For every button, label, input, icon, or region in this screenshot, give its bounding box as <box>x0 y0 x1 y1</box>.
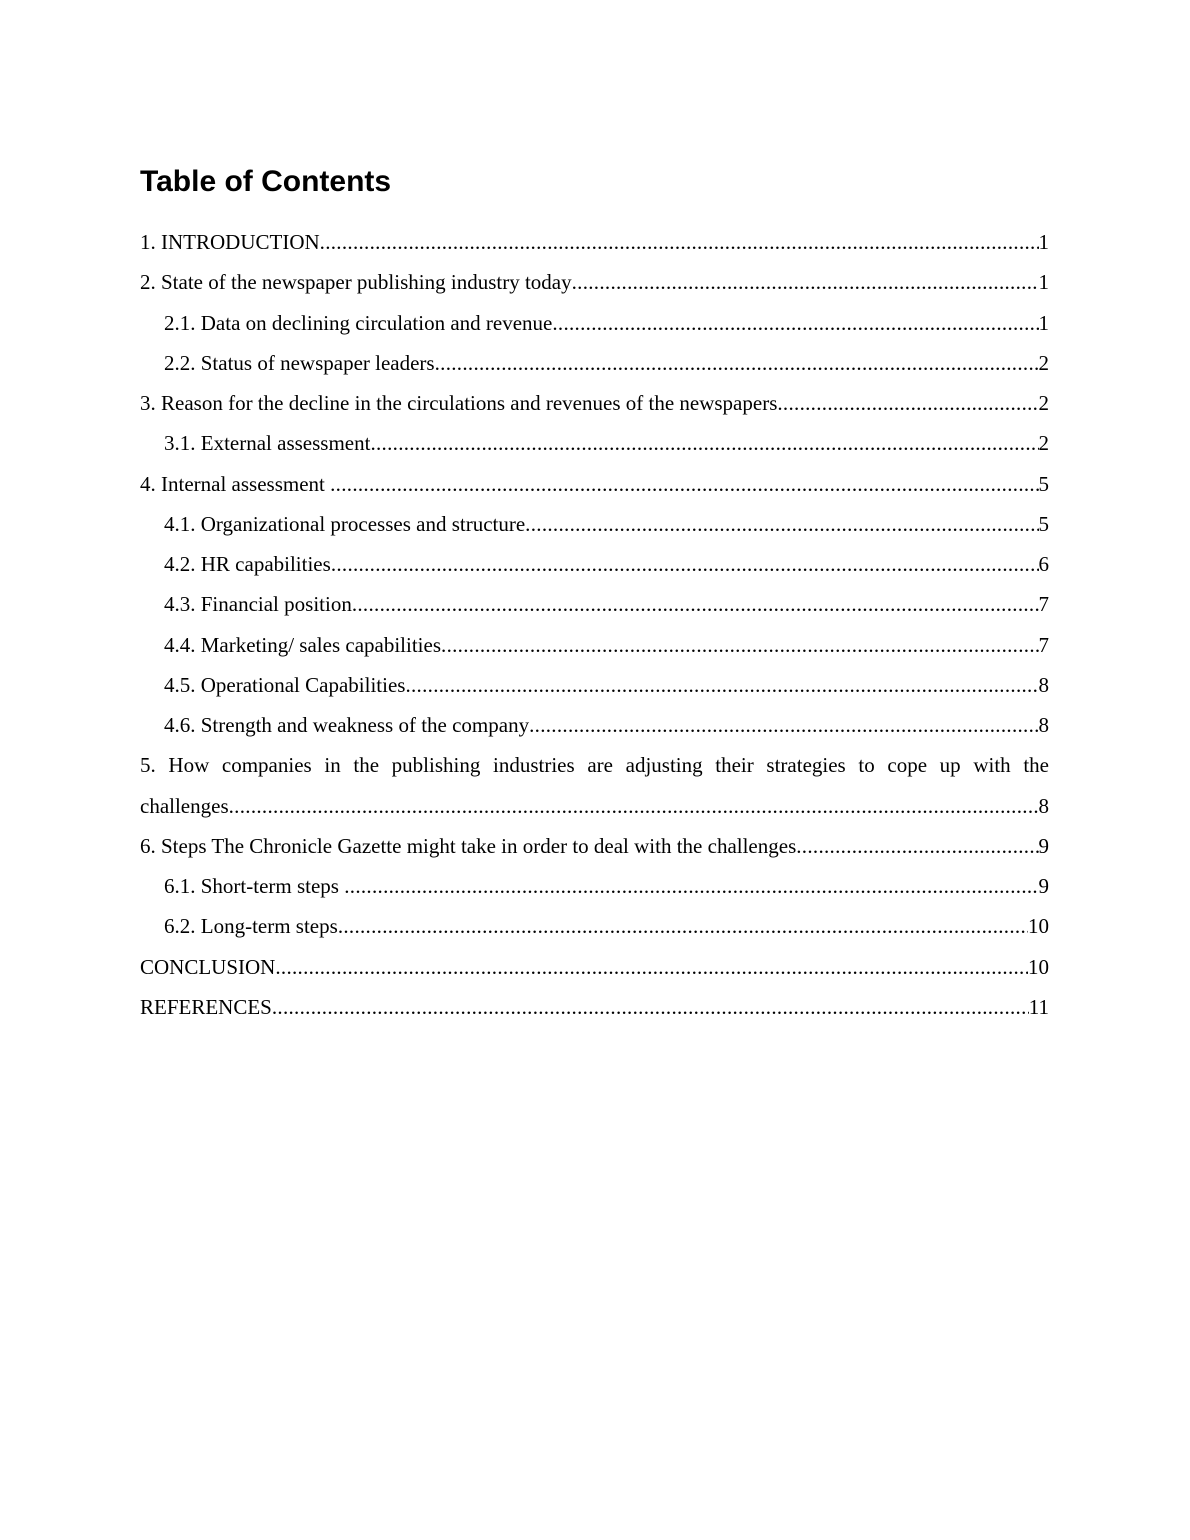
toc-entry-organizational-processes[interactable] <box>140 504 1049 544</box>
toc-entry-label: CONCLUSION <box>140 954 276 979</box>
toc-entry-references[interactable] <box>140 987 1049 1027</box>
toc-entry-label: 4.3. Financial position <box>164 592 352 617</box>
toc-entry-label: 5. How companies in the publishing industries are adjusting their strategies to cope up with the <box>140 753 1049 778</box>
dot-leader <box>529 705 1038 745</box>
toc-entry-label: challenges <box>140 793 229 818</box>
toc-entry-label: 2.2. Status of newspaper leaders <box>164 350 435 375</box>
toc-page-number: 7 <box>1038 632 1049 657</box>
dot-leader <box>229 786 1039 826</box>
toc-entry-chronicle-gazette-steps[interactable] <box>140 826 1049 866</box>
toc-page-number: 7 <box>1038 592 1049 617</box>
toc-page-number: 2 <box>1038 431 1049 456</box>
toc-entry-label: REFERENCES <box>140 994 272 1019</box>
toc-page-number: 8 <box>1038 793 1049 818</box>
toc-entry-label: 4.1. Organizational processes and structure <box>164 511 526 536</box>
toc-page-number: 8 <box>1038 713 1049 737</box>
toc-entry-adjusting-strategies-line1[interactable] <box>140 745 1049 785</box>
toc-entry-adjusting-strategies-line2[interactable] <box>140 786 1049 826</box>
toc-entry-state-of-industry[interactable] <box>140 262 1049 302</box>
toc-page-number: 10 <box>1028 914 1049 939</box>
toc-entry-short-term-steps[interactable] <box>140 866 1049 906</box>
toc-entry-long-term-steps[interactable] <box>140 906 1049 946</box>
dot-leader <box>405 665 1038 705</box>
toc-entry-label: 1. INTRODUCTION <box>140 230 320 254</box>
toc-entry-label: 4.4. Marketing/ sales capabilities <box>164 632 442 657</box>
toc-entry-internal-assessment[interactable] <box>140 464 1049 504</box>
dot-leader <box>331 544 1039 584</box>
dot-leader <box>572 262 1039 302</box>
toc-page-number: 5 <box>1038 471 1049 496</box>
toc-entry-external-assessment[interactable] <box>140 423 1049 463</box>
toc-heading: Table of Contents <box>140 165 392 198</box>
toc-list <box>140 222 1049 1027</box>
toc-entry-marketing-sales[interactable] <box>140 625 1049 665</box>
toc-entry-conclusion[interactable] <box>140 947 1049 987</box>
toc-entry-label: 6.1. Short-term steps <box>164 874 345 898</box>
toc-entry-financial-position[interactable] <box>140 584 1049 624</box>
toc-entry-label: 4.5. Operational Capabilities <box>164 672 406 697</box>
toc-page-number: 8 <box>1038 672 1049 697</box>
dot-leader <box>441 625 1038 665</box>
toc-entry-introduction[interactable] <box>140 222 1049 262</box>
toc-entry-reason-for-decline[interactable] <box>140 383 1049 423</box>
dot-leader <box>552 303 1038 343</box>
toc-entry-strength-weakness[interactable] <box>140 705 1049 745</box>
toc-page-number: 5 <box>1038 511 1049 536</box>
toc-entry-hr-capabilities[interactable] <box>140 544 1049 584</box>
toc-page-number: 10 <box>1028 954 1049 979</box>
dot-leader <box>796 826 1038 866</box>
toc-entry-label: 3. Reason for the decline in the circulations and revenues of the newspapers <box>140 391 778 415</box>
toc-page-number: 2 <box>1038 391 1049 415</box>
toc-page-number: 11 <box>1028 994 1049 1019</box>
toc-entry-label: 3.1. External assessment <box>164 431 371 456</box>
dot-leader <box>272 987 1029 1027</box>
dot-leader <box>275 947 1028 987</box>
dot-leader <box>370 423 1038 463</box>
toc-entry-label: 4. Internal assessment <box>140 471 331 496</box>
toc-entry-operational-capabilities[interactable] <box>140 665 1049 705</box>
toc-page-number: 6 <box>1038 552 1049 576</box>
toc-entry-label: 6.2. Long-term steps <box>164 914 338 939</box>
toc-page-number: 2 <box>1038 350 1049 375</box>
toc-page-number: 1 <box>1038 310 1049 335</box>
dot-leader <box>338 906 1028 946</box>
toc-page-number: 9 <box>1038 874 1049 898</box>
dot-leader <box>352 584 1039 624</box>
toc-entry-label: 2.1. Data on declining circulation and revenue <box>164 310 553 335</box>
dot-leader <box>320 222 1039 262</box>
dot-leader <box>344 866 1038 906</box>
toc-entry-label: 2. State of the newspaper publishing industry today <box>140 270 572 295</box>
toc-entry-label: 6. Steps The Chronicle Gazette might take in order to deal with the challenges <box>140 833 797 858</box>
toc-entry-newspaper-leaders[interactable] <box>140 343 1049 383</box>
dot-leader <box>777 383 1038 423</box>
dot-leader <box>435 343 1039 383</box>
dot-leader <box>330 464 1038 504</box>
dot-leader <box>525 504 1038 544</box>
toc-page-number: 1 <box>1038 270 1049 295</box>
toc-entry-label: 4.6. Strength and weakness of the company <box>164 713 530 737</box>
toc-entry-label: 4.2. HR capabilities <box>164 552 331 576</box>
toc-entry-declining-circulation[interactable] <box>140 303 1049 343</box>
toc-page-number: 9 <box>1038 833 1049 858</box>
toc-page-number: 1 <box>1038 230 1049 254</box>
